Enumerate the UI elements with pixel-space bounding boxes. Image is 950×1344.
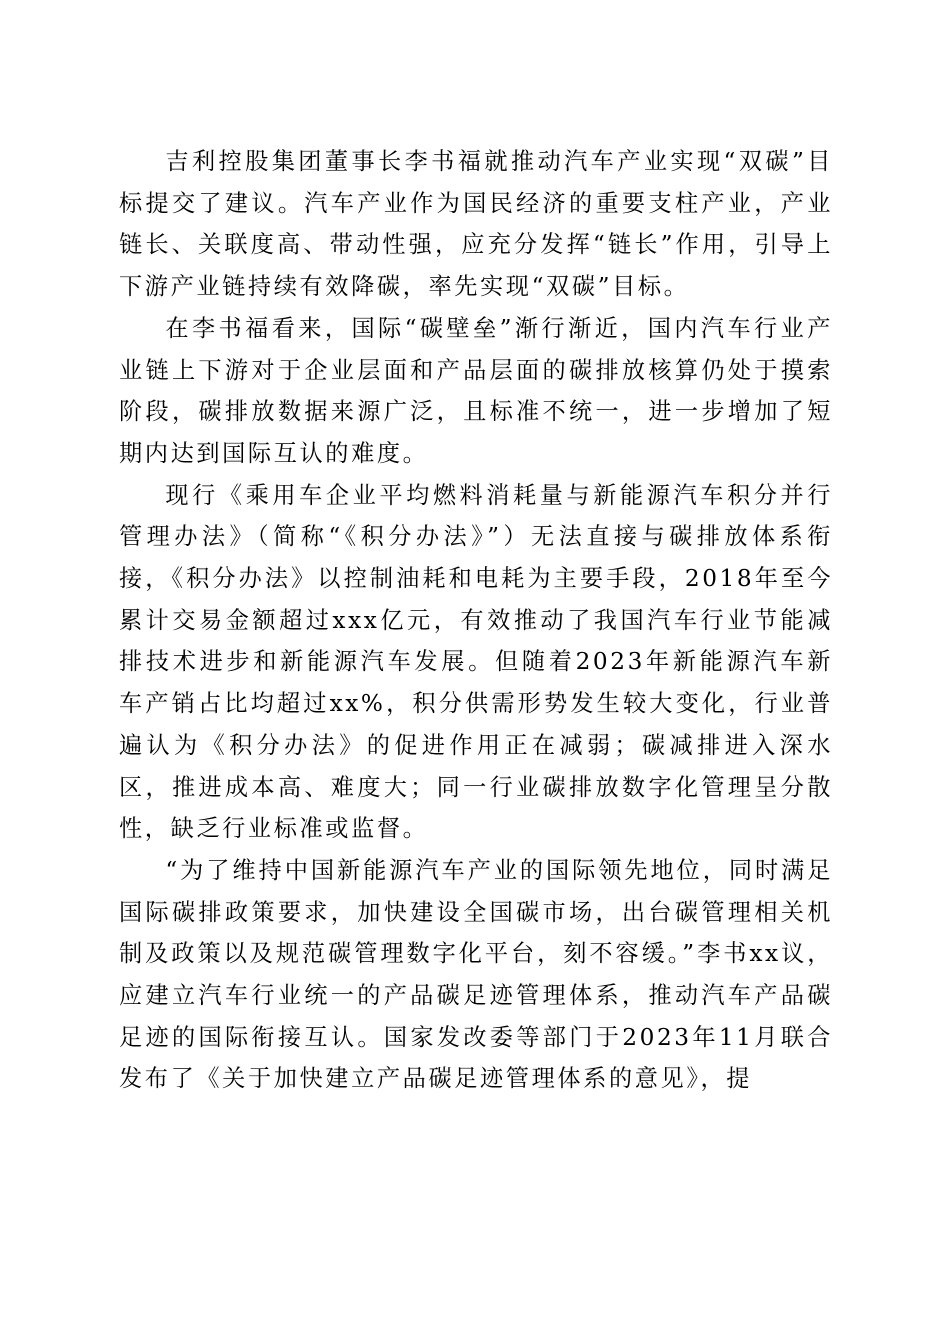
paragraph-3: 现行《乘用车企业平均燃料消耗量与新能源汽车积分并行管理办法》（简称“《积分办法》”）无法直接与碳排放体系衔接，《积分办法》以控制油耗和电耗为主要手段，2018年至今累计交易金额超过xxx亿元，有效推动了我国汽车行业节能减排技术进步和新能源汽车发展。但随着2023年新能源汽车新车产销占比均超过xx%，积分供需形势发生较大变化，行业普遍认为《积分办法》的促进作用正在减弱；碳减排进入深水区，推进成本高、难度大；同一行业碳排放数字化管理呈分散性，缺乏行业标准或监督。 — [119, 481, 833, 843]
paragraph-2: 在李书福看来，国际“碳壁垒”渐行渐近，国内汽车行业产业链上下游对于企业层面和产品层面的碳排放核算仍处于摸索阶段，碳排放数据来源广泛，且标准不统一，进一步增加了短期内达到国际互认的难度。 — [119, 314, 833, 467]
article-body — [119, 141, 833, 1100]
paragraph-1: 吉利控股集团董事长李书福就推动汽车产业实现“双碳”目标提交了建议。汽车产业作为国民经济的重要支柱产业，产业链长、关联度高、带动性强，应充分发挥“链长”作用，引导上下游产业链持续有效降碳，率先实现“双碳”目标。 — [119, 148, 833, 301]
paragraph-4: “为了维持中国新能源汽车产业的国际领先地位，同时满足国际碳排政策要求，加快建设全国碳市场，出台碳管理相关机制及政策以及规范碳管理数字化平台，刻不容缓。”李书xx议，应建立汽车行业统一的产品碳足迹管理体系，推动汽车产品碳足迹的国际衔接互认。国家发改委等部门于2023年11月联合发布了《关于加快建立产品碳足迹管理体系的意见》，提 — [119, 856, 833, 1093]
